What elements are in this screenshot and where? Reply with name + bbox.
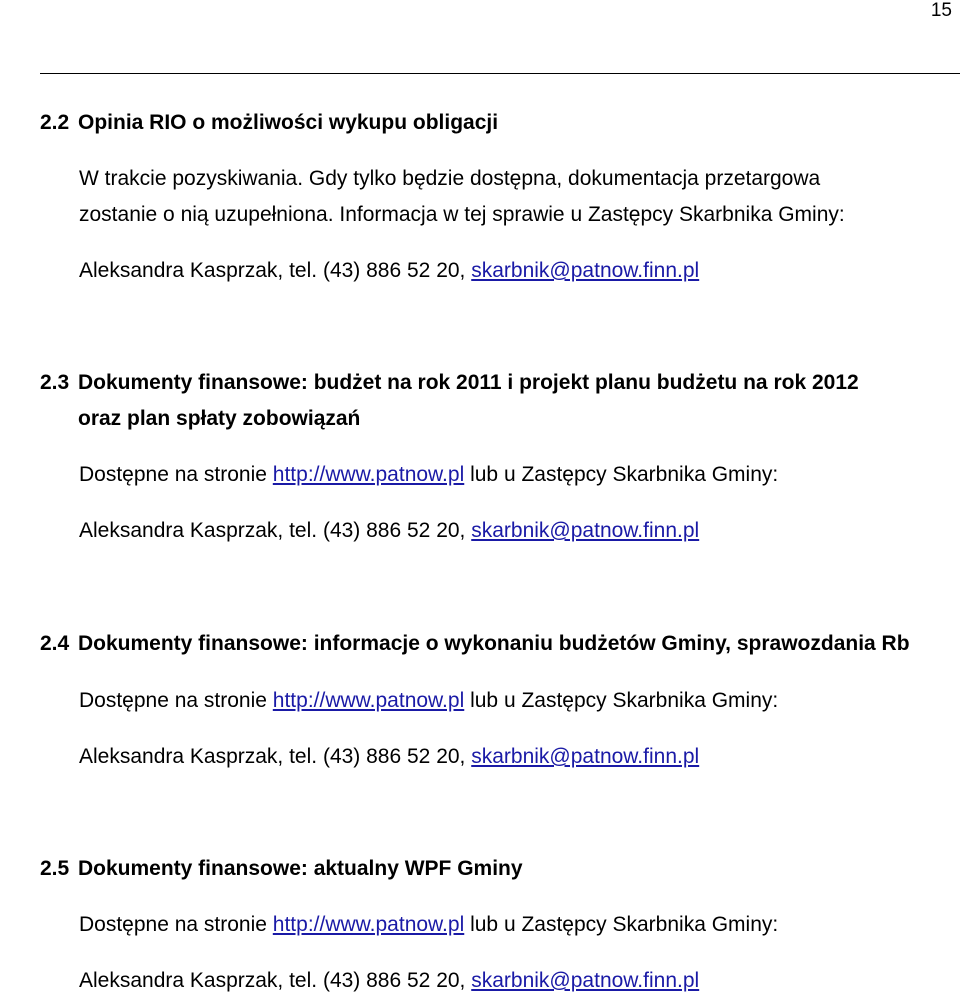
availability-suffix: lub u Zastępcy Skarbnika Gminy: [464,463,779,486]
section-heading-2-2 [40,111,955,135]
section-number: 2.5 [40,857,70,880]
contact-text: Aleksandra Kasprzak, tel. (43) 886 52 20, [79,519,472,542]
section-number: 2.3 [40,371,70,394]
body-text-line: zostanie o nią uzupełniona. Informacja w tej sprawie u Zastępcy Skarbnika Gminy: [79,203,845,226]
contact-line [79,745,699,769]
contact-line [79,259,699,283]
section-title: Dokumenty finansowe: aktualny WPF Gminy [78,857,523,880]
section-heading-2-4 [40,632,955,656]
page-number: 15 [930,0,952,21]
availability-suffix: lub u Zastępcy Skarbnika Gminy: [464,913,779,936]
availability-line [79,689,778,713]
availability-line [79,913,778,937]
body-text-line: W trakcie pozyskiwania. Gdy tylko będzie dostępna, dokumentacja przetargowa [79,167,821,190]
section-number: 2.4 [40,632,70,655]
email-link[interactable]: skarbnik@patnow.finn.pl [471,519,700,542]
availability-text: Dostępne na stronie [79,463,273,486]
contact-text: Aleksandra Kasprzak, tel. (43) 886 52 20, [79,259,472,282]
website-link[interactable]: http://www.patnow.pl [272,463,465,486]
availability-text: Dostępne na stronie [79,689,273,712]
contact-line [79,969,699,993]
contact-line [79,519,699,543]
section-title-continuation: oraz plan spłaty zobowiązań [78,407,361,430]
contact-text: Aleksandra Kasprzak, tel. (43) 886 52 20, [79,969,472,992]
availability-suffix: lub u Zastępcy Skarbnika Gminy: [464,689,779,712]
email-link[interactable]: skarbnik@patnow.finn.pl [471,969,700,992]
website-link[interactable]: http://www.patnow.pl [272,913,465,936]
email-link[interactable]: skarbnik@patnow.finn.pl [471,745,700,768]
section-heading-2-5 [40,857,955,881]
website-link[interactable]: http://www.patnow.pl [272,689,465,712]
email-link[interactable]: skarbnik@patnow.finn.pl [471,259,700,282]
section-title: Dokumenty finansowe: informacje o wykonaniu budżetów Gminy, sprawozdania Rb [78,632,910,655]
availability-text: Dostępne na stronie [79,913,273,936]
contact-text: Aleksandra Kasprzak, tel. (43) 886 52 20, [79,745,472,768]
header-rule [40,73,960,74]
section-title: Opinia RIO o możliwości wykupu obligacji [78,111,499,134]
section-heading-2-3 [40,371,955,395]
section-title: Dokumenty finansowe: budżet na rok 2011 i projekt planu budżetu na rok 2012 [78,371,859,394]
section-number: 2.2 [40,111,70,134]
availability-line [79,463,778,487]
